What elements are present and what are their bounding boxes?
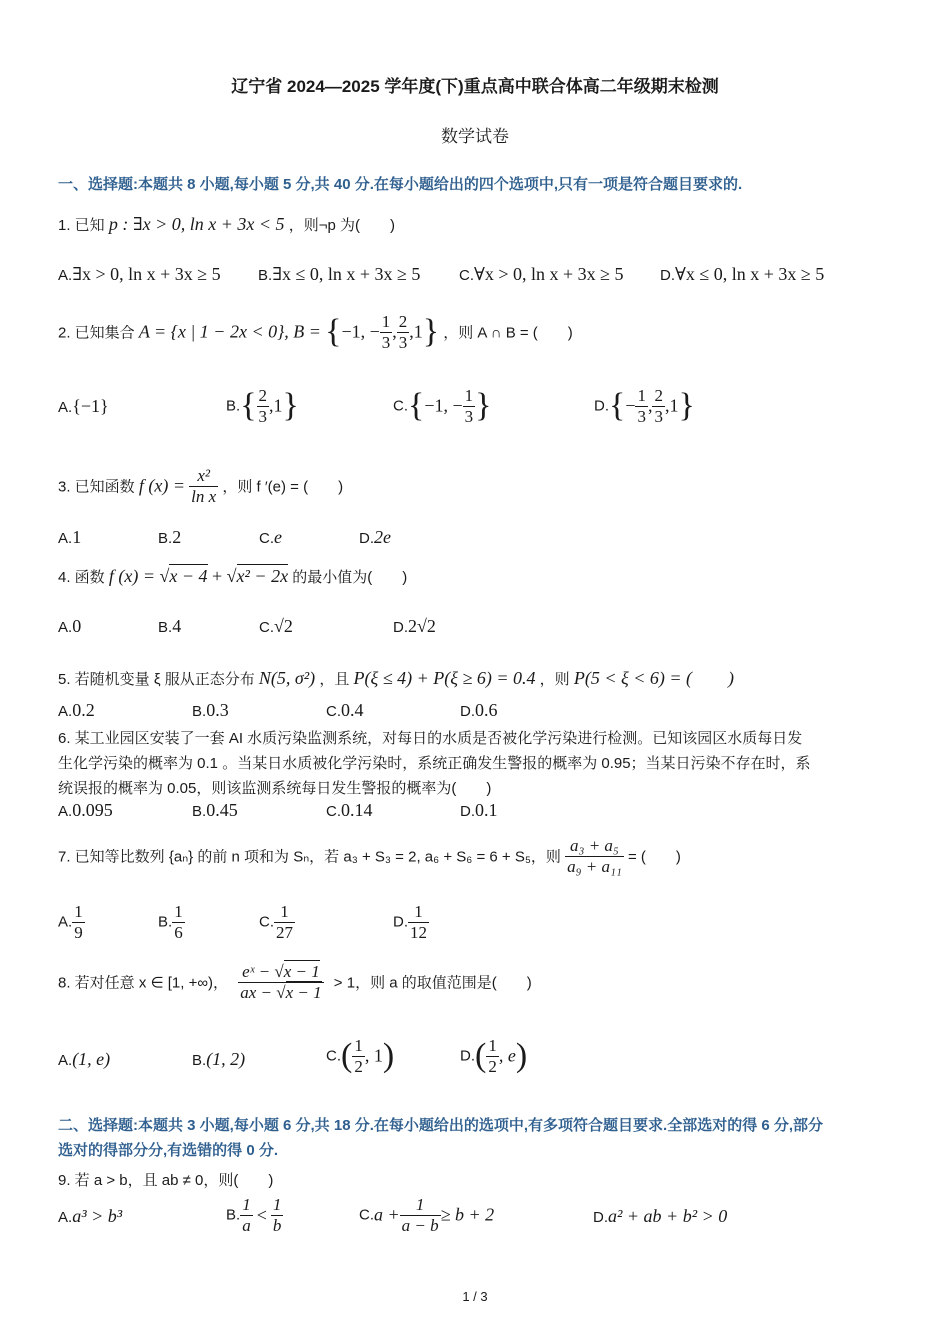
- q8-fraction: $\frac{\text{eˣ − √x − 1}}{ax - √x - 1}$: [240, 962, 322, 1002]
- q6-line-2: 生化学污染的概率为 0.1 。当某日水质被化学污染时，系统正确发生警报的概率为 0.95；当某日污染不存在时，系: [58, 755, 811, 772]
- q9-option-c[interactable]: C.a + $\frac{1}{a - b}$ ≥ b + 2: [359, 1195, 495, 1235]
- q3-fraction: $\frac{\text{x²}}{\text{ln x}}$: [191, 466, 217, 506]
- q6-option-a[interactable]: A.0.095: [58, 800, 113, 820]
- q5-option-b[interactable]: B.0.3: [192, 700, 229, 720]
- q6-option-d[interactable]: D.0.1: [460, 800, 498, 820]
- q7-option-b[interactable]: B. $\frac{1}{6}$: [158, 902, 183, 942]
- q2-stem-a: 2. 已知集合: [58, 324, 135, 342]
- q8-option-c[interactable]: C.( $\frac{1}{2}$ , 1): [326, 1036, 395, 1076]
- q1-stem-b: ，则¬p 为( ): [288, 217, 395, 234]
- q3-option-d[interactable]: D.2e: [359, 527, 391, 547]
- q4-option-d[interactable]: D.2√2: [393, 616, 436, 636]
- q2-option-c[interactable]: C.{−1, − $\frac{1}{3}$ }: [393, 386, 492, 426]
- q6-line-1: 6. 某工业园区安装了一套 AI 水质污染监测系统，对每日的水质是否被化学污染进行检测。已知该园区水质每日发: [58, 730, 803, 747]
- section2-heading-line-2: 选对的得部分分,有选错的得 0 分.: [58, 1142, 279, 1159]
- question-7: 7. 已知等比数列 {aₙ} 的前 n 项和为 Sₙ，若 a₃ + S₃ = 2, a₆ + S₆ = 6 + S₅，则 $\frac{\text{a₃ + a₅}}{\text{a₉ + a₁₁}}$ = ( ): [58, 836, 681, 876]
- q4-option-a[interactable]: A.0: [58, 616, 82, 636]
- q2-set-a: A = {x | 1 − 2x < 0}, B =: [138, 321, 321, 342]
- section1-heading: 一、选择题:本题共 8 小题,每小题 5 分,共 40 分.在每小题给出的四个选项中,只有一项是符合题目要求的.: [58, 176, 743, 193]
- q6-line-3: 统误报的概率为 0.05，则该监测系统每日发生警报的概率为( ): [58, 780, 492, 797]
- q5-option-d[interactable]: D.0.6: [460, 700, 498, 720]
- q2-frac-2-3: $\frac{2}{3}$: [398, 312, 408, 352]
- page-number: 1 / 3: [462, 1289, 488, 1304]
- question-9: 9. 若 a > b，且 ab ≠ 0，则( ): [58, 1172, 274, 1189]
- q6-option-b[interactable]: B.0.45: [192, 800, 238, 820]
- q7-option-d[interactable]: D. $\frac{1}{12}$: [393, 902, 427, 942]
- q4-option-b[interactable]: B.4: [158, 616, 182, 636]
- question-8: 8. 若对任意 x ∈ [1, +∞)， $\frac{\text{eˣ − √x − 1}}{ax - √x - 1}$ > 1，则 a 的取值范围是( ): [58, 962, 532, 1002]
- q4-option-c[interactable]: C.√2: [259, 616, 293, 636]
- q2-frac-1-3: $\frac{1}{3}$: [381, 312, 391, 352]
- q1-option-b[interactable]: B.∃x ≤ 0, ln x + 3x ≥ 5: [258, 264, 421, 284]
- question-4: 4. 函数 f (x) = √x − 4 + √x² − 2x 的最小值为( ): [58, 566, 408, 586]
- q2-stem-b: ，则 A ∩ B = ( ): [443, 324, 573, 342]
- question-2: 2. 已知集合 A = {x | 1 − 2x < 0}, B = {−1, − $\frac{1}{3}$ , $\frac{2}{3}$ ,1} ，则 A ∩ B = ( ): [58, 312, 573, 352]
- q1-option-c[interactable]: C.∀x > 0, ln x + 3x ≥ 5: [459, 264, 624, 284]
- q1-stem-a: 1. 已知: [58, 217, 105, 234]
- q3-option-c[interactable]: C.e: [259, 527, 282, 547]
- q8-option-b[interactable]: B.(1, 2): [192, 1049, 246, 1069]
- q5-option-a[interactable]: A.0.2: [58, 700, 95, 720]
- q9-option-b[interactable]: B. $\frac{1}{a}$ < $\frac{1}{b}$: [226, 1195, 282, 1235]
- question-3: 3. 已知函数 f (x) = $\frac{\text{x²}}{\text{ln x}}$ ，则 f ′(e) = ( ): [58, 466, 344, 506]
- q2-option-d[interactable]: D.{− $\frac{1}{3}$ , $\frac{2}{3}$ ,1}: [594, 386, 695, 426]
- q1-option-d[interactable]: D.∀x ≤ 0, ln x + 3x ≥ 5: [660, 264, 825, 284]
- q2-option-a[interactable]: A.{−1}: [58, 396, 109, 416]
- q9-option-a[interactable]: A.a³ > b³: [58, 1206, 123, 1226]
- q8-option-d[interactable]: D.( $\frac{1}{2}$ , e): [460, 1036, 528, 1076]
- q3-option-b[interactable]: B.2: [158, 527, 182, 547]
- q7-fraction: $\frac{\text{a₃ + a₅}}{\text{a₉ + a₁₁}}$: [567, 836, 622, 876]
- q2-option-b[interactable]: B.{ $\frac{2}{3}$ ,1}: [226, 386, 299, 426]
- q7-option-a[interactable]: A. $\frac{1}{9}$: [58, 902, 83, 942]
- q3-option-a[interactable]: A.1: [58, 527, 82, 547]
- q8-option-a[interactable]: A.(1, e): [58, 1049, 111, 1069]
- q6-option-c[interactable]: C.0.14: [326, 800, 373, 820]
- exam-subject: 数学试卷: [441, 127, 509, 146]
- q1-option-a[interactable]: A.∃x > 0, ln x + 3x ≥ 5: [58, 264, 221, 284]
- q1-math: p : ∃x > 0, ln x + 3x < 5: [108, 214, 285, 234]
- question-1: [58, 214, 395, 235]
- section2-heading-line-1: 二、选择题:本题共 3 小题,每小题 6 分,共 18 分.在每小题给出的选项中,有多项符合题目要求.全部选对的得 6 分,部分: [58, 1117, 824, 1134]
- question-5: 5. 若随机变量 ξ 服从正态分布 N(5, σ²) ，且 P(ξ ≤ 4) + P(ξ ≥ 6) = 0.4 ，则 P(5 < ξ < 6) = ( ): [58, 668, 734, 688]
- q9-option-d[interactable]: D.a² + ab + b² > 0: [593, 1206, 728, 1226]
- q5-option-c[interactable]: C.0.4: [326, 700, 364, 720]
- q7-option-c[interactable]: C. $\frac{1}{27}$: [259, 902, 293, 942]
- exam-title: 辽宁省 2024—2025 学年度(下)重点高中联合体高二年级期末检测: [231, 77, 719, 96]
